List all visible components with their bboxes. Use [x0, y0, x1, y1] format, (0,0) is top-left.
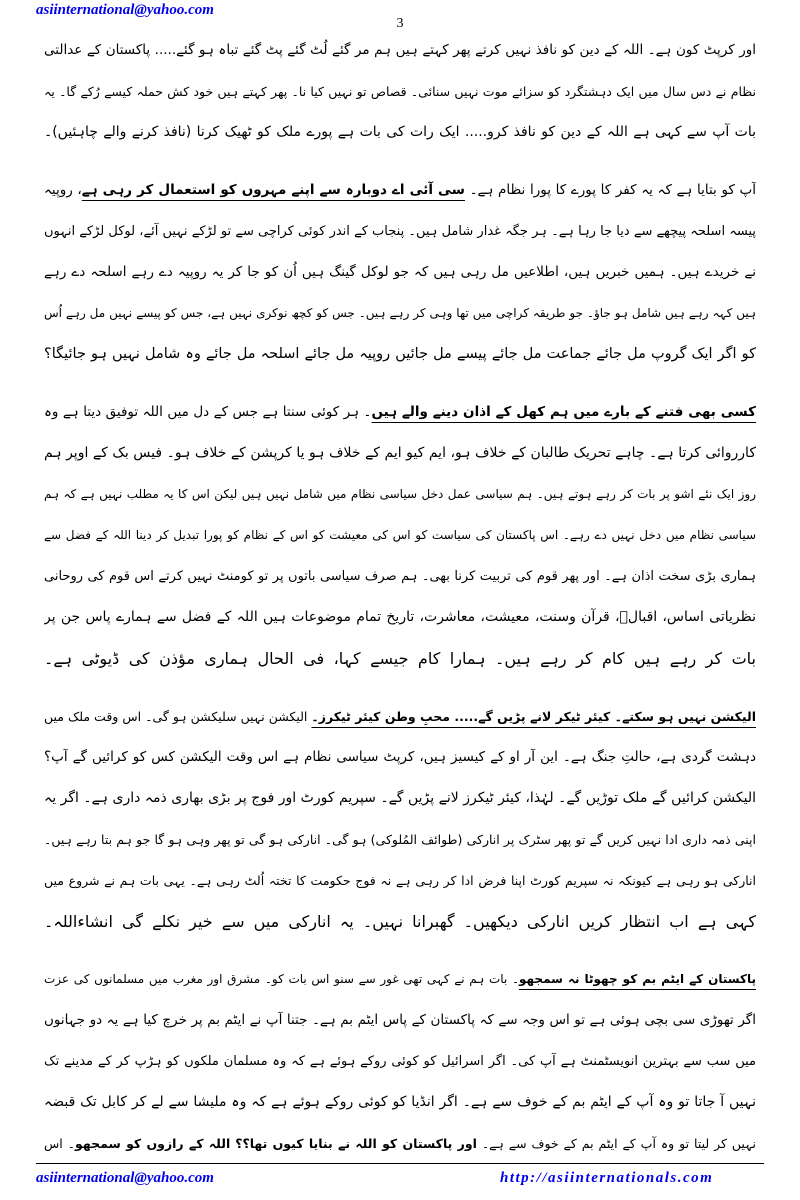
text-line: [44, 392, 756, 433]
text-segment: نہیں کر لیتا تو وہ آپ کے ایٹم بم کے خوف سے ہے۔: [476, 1136, 756, 1151]
text-segment: نظام نے دس سال میں ایک دہشتگرد کو سزائے موت نہیں سنائی۔ قصاص تو نہیں کیا نا۔ پھر کہتے ہیں خود کش حملہ کیسے رُکے گا۔ یہ: [44, 84, 756, 99]
text-line: [44, 1123, 756, 1164]
text-line: [44, 515, 756, 556]
text-line: [44, 433, 756, 474]
emphasized-text: الیکشن نہیں ہو سکتے۔ کیئر ٹیکر لانے پڑیں گے..... محبِ وطن کیئر ٹیکرز۔: [311, 709, 756, 724]
text-segment: ہماری بڑی سخت اذان ہے۔ اور پھر قوم کی تربیت کرنا بھی۔ ہم صرف سیاسی باتوں پر تو کومنٹ نہیں کرتے اس قوم کی روحانی: [44, 569, 756, 584]
text-segment: کہی ہے اب انتظار کریں انارکی دیکھیں۔ گھبرانا نہیں۔ یہ انارکی میں سے خیر نکلے گی انشاءاللہ۔: [44, 912, 756, 931]
text-line: [44, 778, 756, 819]
text-segment: کو اگر ایک گروپ مل جائے جماعت مل جائے پیسے مل جائیں روپیہ مل جائے اسلحہ مل جائے وہ شامل نہیں ہو جائیگا؟: [44, 346, 756, 362]
text-line: [44, 334, 756, 375]
text-segment: نظریاتی اساس، اقبالؒ، قرآن وسنت، معیشت، معاشرت، تاریخ تمام موضوعات ہیں اللہ کے فضل سے ہمارے پاس جن پر: [44, 609, 756, 625]
text-line: [44, 901, 756, 942]
page-number: 3: [396, 16, 404, 31]
text-segment: الیکشن نہیں سلیکشن ہو گی۔ اس وقت ملک میں: [44, 709, 312, 724]
text-segment: ۔ بات ہم نے کہی تھی غور سے سنو اس بات کو۔ مشرق اور مغرب میں مسلمانوں کی عزت: [44, 972, 519, 986]
text-line: [44, 211, 756, 252]
footer-divider: [36, 1163, 764, 1164]
text-line: [44, 638, 756, 679]
header-email: asiinternational@yahoo.com: [36, 2, 214, 18]
text-segment: روز ایک نئے اشو پر بات کر رہے ہوتے ہیں۔ ہم سیاسی عمل دخل سیاسی نظام میں شامل نہیں ہیں لیکن اس کا یہ مطلب نہیں ہے کہ ہم: [44, 487, 756, 501]
text-line: [44, 696, 756, 737]
text-line: [44, 737, 756, 778]
footer-url[interactable]: http://asiinternationals.com: [500, 1170, 714, 1186]
emphasized-text: پاکستان کے ایٹم بم کو چھوٹا نہ سمجھو: [518, 972, 756, 986]
text-line: [44, 293, 756, 334]
text-line: [44, 474, 756, 515]
text-segment: ، روپیہ: [44, 182, 82, 198]
paragraph: [44, 170, 756, 375]
footer-email: asiinternational@yahoo.com: [36, 1170, 214, 1186]
paragraph: [44, 392, 756, 679]
text-segment: کارروائی کرتا ہے۔ چاہے تحریک طالبان کے خلاف ہو، ایم کیو ایم کے خلاف ہو یا کرپشن کے خلاف ہو۔ فیس بک کے اوپر ہم: [44, 445, 756, 461]
text-segment: آپ کو بتایا ہے کہ یہ کفر کا پورے کا پورا نظام ہے۔: [464, 182, 756, 198]
text-segment: ۔ ہر کوئی سنتا ہے جس کے دل میں اللہ توفیق دیتا ہے وہ: [44, 404, 372, 420]
text-segment: اگر تھوڑی سی بچی ہوئی ہے تو اس وجہ سے کہ پاکستان کے پاس ایٹم بم ہے۔ جتنا آپ نے ایٹم بم پر خرچ کیا ہے یہ دو جہانوں: [44, 1012, 756, 1028]
text-segment: اور کرپٹ کون ہے۔ اللہ کے دین کو نافذ نہیں کرتے پھر کہتے ہیں ہم مر گئے لُٹ گئے پٹ گئے تباہ ہو گئے..... پاکستان کے عدالتی: [44, 42, 756, 58]
text-line: [44, 1041, 756, 1082]
paragraph: [44, 30, 756, 153]
text-segment: نے خریدے ہیں۔ ہمیں خبریں ہیں، اطلاعیں مل رہی ہیں کہ جو لوکل گینگ ہیں اُن کو جا کر یہ روپیہ دے رہے اسلحہ دے رہے: [44, 264, 756, 280]
text-segment: انارکی ہو رہی ہے کیونکہ نہ سپریم کورٹ اپنا فرض ادا کر رہی ہے نہ فوج حکومت کا تختہ اُلٹ رہی ہے۔ یہی بات ہم نے شروع میں: [44, 873, 756, 888]
text-segment: پیسہ اسلحہ پیچھے سے دیا جا رہا ہے۔ ہر جگہ غدار شامل ہیں۔ پنجاب کے اندر کوئی کراچی سے تو لڑکے نہیں آئے، لوکل لڑکے انہوں: [44, 224, 756, 239]
text-line: [44, 30, 756, 71]
text-segment: بات کر رہے ہیں کام کر رہے ہیں۔ ہمارا کام جیسے کہا، فی الحال ہماری مؤذن کی ڈیوٹی ہے۔: [44, 649, 756, 668]
text-segment: بات آپ سے کہی ہے اللہ کے دین کو نافذ کرو..... ایک رات کی بات ہے پورے ملک کو ٹھیک کرنا (نافذ کرنے والے چاہئیں)۔: [44, 124, 756, 140]
text-segment: سیاسی نظام میں دخل نہیں دے رہے۔ اس پاکستان کی سیاست کو اس کی معیشت کو اس کے نظام کو پورا تبدیل کر دینا اللہ کے فضل سے: [44, 528, 756, 542]
emphasized-text: اور پاکستان کو اللہ نے بنایا کیوں تھا؟؟: [235, 1136, 477, 1151]
paragraph: [44, 959, 756, 1164]
text-line: [44, 170, 756, 211]
emphasized-text: کسی بھی فتنے کے بارے میں ہم کھل کے اذان دینے والے ہیں: [371, 404, 756, 420]
text-line: [44, 556, 756, 597]
text-line: [44, 71, 756, 112]
text-line: [44, 112, 756, 153]
text-line: [44, 959, 756, 1000]
text-segment: ۔ اس: [44, 1136, 75, 1151]
text-line: [44, 597, 756, 638]
emphasized-text: سی آئی اے دوبارہ سے اپنے مہروں کو استعمال کر رہی ہے: [81, 182, 465, 198]
text-segment: دہشت گردی ہے، حالتِ جنگ ہے۔ این آر او کے کیسیز ہیں، کرپٹ سیاسی نظام ہے اس وقت الیکشن کس کو کرائیں گے آپ؟: [44, 749, 756, 765]
text-line: [44, 252, 756, 293]
text-line: [44, 860, 756, 901]
text-segment: الیکشن کرائیں گے ملک توڑیں گے۔ لہٰذا، کیئر ٹیکرز لانے پڑیں گے۔ سپریم کورٹ اور فوج پر بڑی بھاری ذمہ داری ہے۔ اگر یہ: [44, 790, 756, 806]
text-segment: نہیں آ جاتا تو وہ آپ کے ایٹم بم کے خوف سے ہے۔ اگر انڈیا کو کوئی روکے ہوئے ہے کہ وہ ملیشا سے لے کر کابل تک قبضہ: [44, 1094, 756, 1110]
text-line: [44, 1000, 756, 1041]
emphasized-text: اللہ کے رازوں کو سمجھو: [75, 1136, 231, 1151]
document-body: [44, 30, 756, 1181]
text-line: [44, 1082, 756, 1123]
text-segment: ہیں کہہ رہے ہیں شامل ہو جاؤ۔ جو طریقہ کراچی میں تھا وہی کر رہے ہیں۔ جس کو کچھ نوکری نہیں ہے، جس کو پیسے نہیں مل رہے اُس: [44, 306, 756, 320]
text-segment: میں سب سے بہترین انویسٹمنٹ ہے آپ کی۔ اگر اسرائیل کو کوئی روکے ہوئے ہے کہ وہ مسلمان ملکوں کو ہڑپ کر کے مدینے تک: [44, 1054, 756, 1069]
paragraph: [44, 696, 756, 942]
text-line: [44, 819, 756, 860]
text-segment: اپنی ذمہ داری ادا نہیں کریں گے تو پھر سٹرک پر انارکی (طوائف المُلوکی) ہو گی۔ انارکی ہو گی تو پھر وہی ہو گا جو ہم بتا رہے ہیں۔: [44, 832, 756, 847]
